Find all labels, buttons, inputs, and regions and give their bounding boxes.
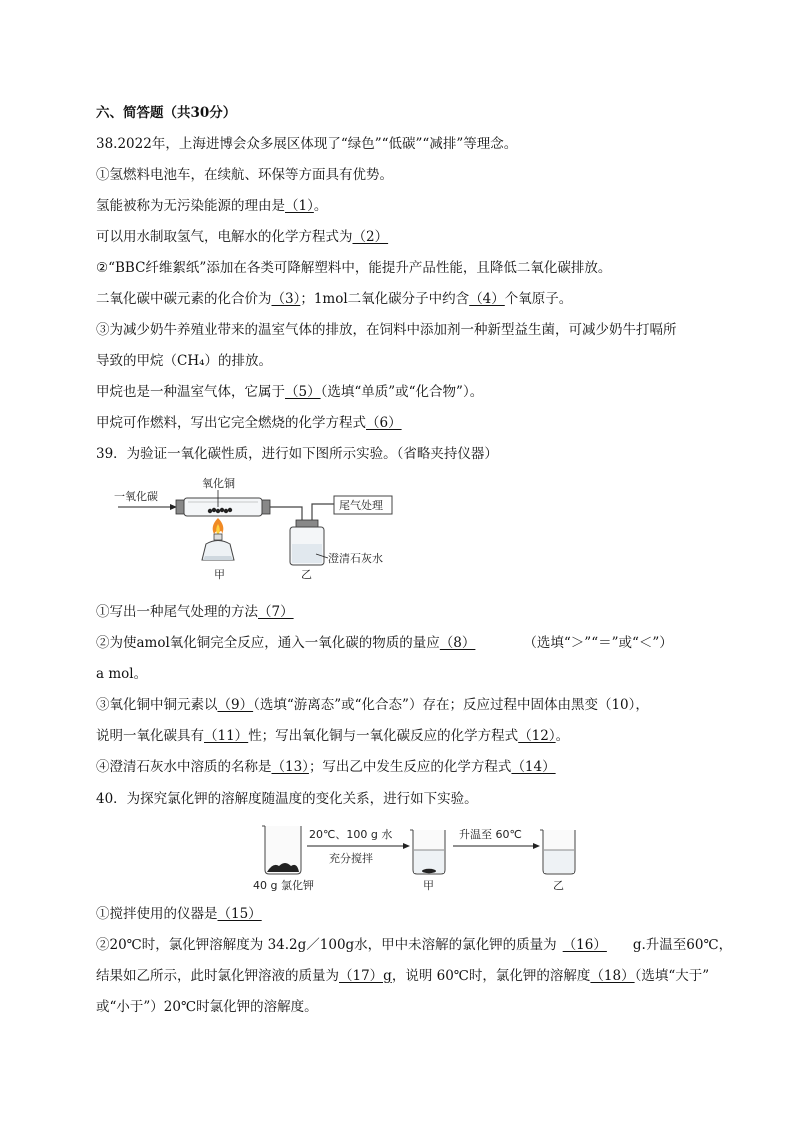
beaker-kcl-icon <box>262 826 301 874</box>
q38-part3-line1: ③为减少奶牛养殖业带来的温室气体的排放，在饲料中添加剂一种新型益生菌，可减少奶牛打嗝所 <box>96 322 677 338</box>
kcl-experiment-figure <box>245 820 585 894</box>
q39-line-blank7: ①写出一种尾气处理的方法（7） <box>96 603 304 621</box>
label-condition: 20℃、100 g 水 <box>309 828 393 841</box>
q39-line-mol: a mol。 <box>96 666 148 682</box>
beaker-yi-icon <box>540 830 575 874</box>
q39-line-blank11-12: 说明一氧化碳具有（11）性；写出氧化铜与一氧化碳反应的化学方程式（12）。 <box>96 728 570 744</box>
q39-line-blank9-10: ③氧化铜中铜元素以（9）（选填“游离态”或“化合态”）存在；反应过程中固体由黑变（10）， <box>96 697 649 713</box>
q38-intro: 38.2022年，上海进博会众多展区体现了“绿色”“低碳”“减排”等理念。 <box>96 136 518 152</box>
blank-15[interactable]: （15） <box>217 906 262 922</box>
blank-1[interactable]: （1） <box>285 198 314 214</box>
label-jia: 甲 <box>214 568 225 581</box>
label-jia: 甲 <box>423 879 434 892</box>
blank-7[interactable]: （7） <box>258 604 294 620</box>
q38-part1: ①氢燃料电池车，在续航、环保等方面具有优势。 <box>96 167 393 183</box>
bottle-icon <box>290 520 324 565</box>
beaker-jia-icon <box>410 830 445 874</box>
flame-icon <box>213 518 224 534</box>
label-yi: 乙 <box>553 879 564 892</box>
label-kcl: 40 g 氯化钾 <box>253 879 314 892</box>
q38-line-blank3-4: 二氧化碳中碳元素的化合价为（3）；1mol二氧化碳分子中约含（4）个氧原子。 <box>96 291 573 307</box>
q38-part3-line2: 导致的甲烷（CH₄）的排放。 <box>96 353 273 369</box>
blank-12[interactable]: （12） <box>518 728 556 744</box>
label-tail: 尾气处理 <box>339 499 383 512</box>
blank-16[interactable]: （16） <box>562 937 607 953</box>
co-experiment-figure <box>110 474 400 586</box>
q40-line-blank16: ②20℃时，氯化钾溶解度为 34.2g／100g水，甲中未溶解的氯化钾的质量为 （16） g.升温至60℃， <box>96 937 733 953</box>
q38-line-blank5: 甲烷也是一种温室气体，它属于（5）（选填“单质”或“化合物”）。 <box>96 384 484 400</box>
label-yi: 乙 <box>301 568 312 581</box>
blank-17[interactable]: （17）g <box>339 968 392 984</box>
q39-line-blank8: ②为使amol氧化铜完全反应，通入一氧化碳的物质的量应（8） （选填“＞”“＝”或“＜”） <box>96 635 673 651</box>
section-heading: 六、简答题（共30分） <box>96 105 237 121</box>
q38-line-blank6: 甲烷可作燃料，写出它完全燃烧的化学方程式（6） <box>96 414 412 432</box>
blank-2[interactable]: （2） <box>352 229 389 245</box>
blank-14[interactable]: （14） <box>511 759 556 775</box>
q39-line-blank13-14: ④澄清石灰水中溶质的名称是（13）；写出乙中发生反应的化学方程式（14） <box>96 759 556 775</box>
blank-4[interactable]: （4） <box>469 291 505 307</box>
q38-line-blank1: 氢能被称为无污染能源的理由是（1）。 <box>96 198 328 214</box>
q38-part2: ②“BBC纤维絮纸”添加在各类可降解塑料中，能提升产品性能，且降低二氧化碳排放。 <box>96 260 612 276</box>
blank-3[interactable]: （3） <box>271 291 301 307</box>
blank-5[interactable]: （5） <box>285 384 321 400</box>
blank-18[interactable]: （18） <box>590 968 635 984</box>
blank-11[interactable]: （11） <box>204 728 249 744</box>
label-heat: 升温至 60℃ <box>459 828 522 841</box>
q40-intro: 40．为探究氯化钾的溶解度随温度的变化关系，进行如下实验。 <box>96 791 478 807</box>
blank-13[interactable]: （13） <box>271 759 309 775</box>
q39-intro: 39．为验证一氧化碳性质，进行如下图所示实验。（省略夹持仪器） <box>96 446 498 462</box>
blank-8[interactable]: （8） <box>439 635 476 651</box>
label-co: 一氧化碳 <box>114 490 158 503</box>
label-cuo: 氧化铜 <box>202 477 235 490</box>
q40-line-blank15: ①搅拌使用的仪器是（15） <box>96 905 272 923</box>
blank-6[interactable]: （6） <box>366 415 402 431</box>
q40-line-blank17-18: 结果如乙所示，此时氯化钾溶液的质量为（17）g，说明 60℃时，氯化钾的溶解度（18）（选填“大于” <box>96 968 710 984</box>
glass-tube <box>184 498 262 516</box>
alcohol-lamp-icon <box>202 534 234 560</box>
label-stir: 充分搅拌 <box>329 852 373 865</box>
q38-line-blank2: 可以用水制取氢气，电解水的化学方程式为（2） <box>96 228 402 246</box>
label-limewater: 澄清石灰水 <box>328 552 383 565</box>
q40-line-end: 或“小于”）20℃时氯化钾的溶解度。 <box>96 999 318 1015</box>
blank-9[interactable]: （9） <box>217 697 254 713</box>
